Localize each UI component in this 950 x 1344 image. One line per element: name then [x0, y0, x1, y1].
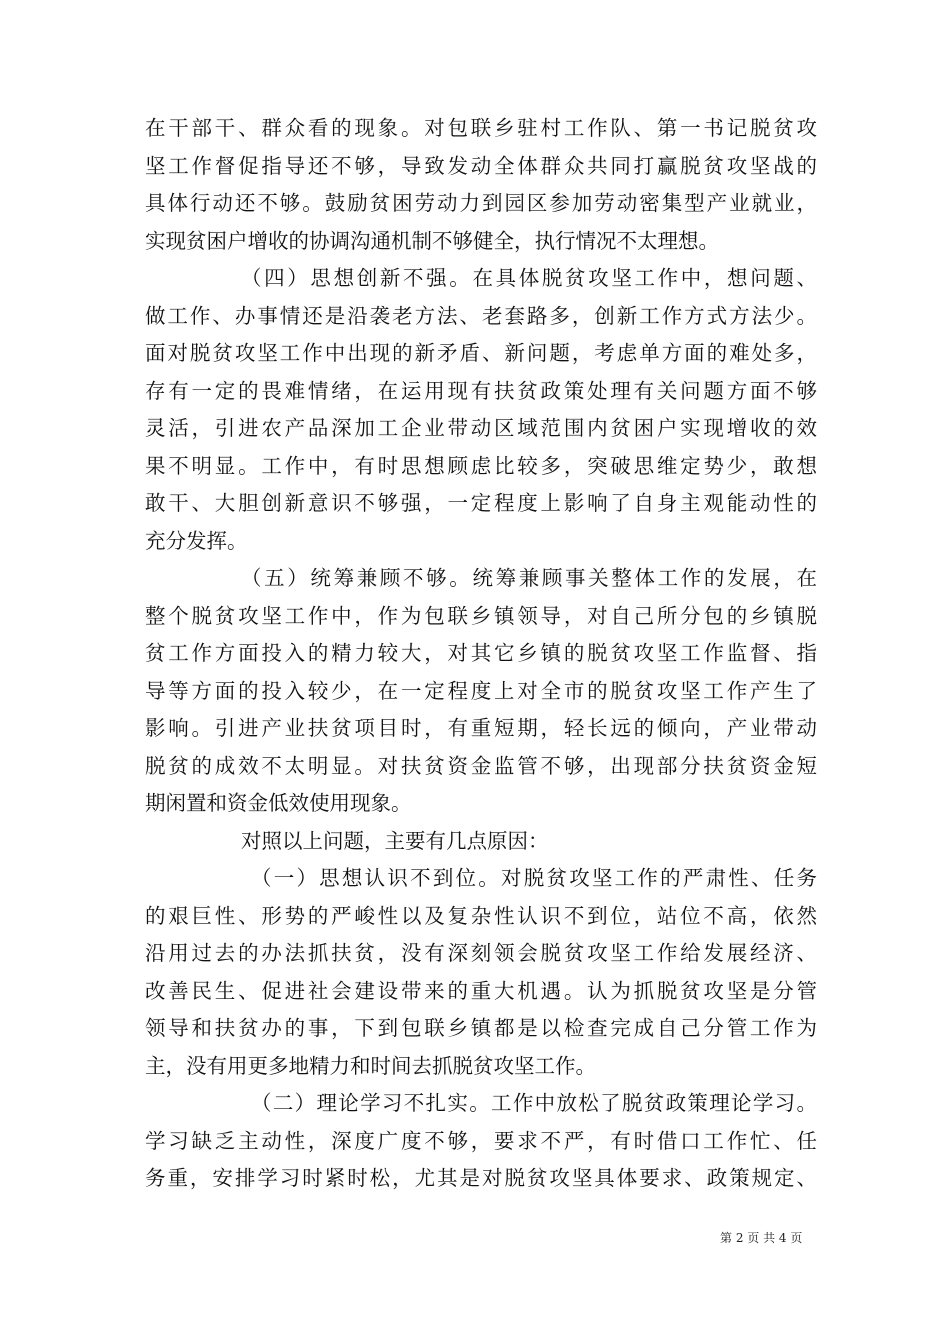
text-line-2: 坚工作督促指导还不够，导致发动全体群众共同打赢脱贫攻坚战的	[145, 153, 817, 178]
text-line-15: 贫工作方面投入的精力较大，对其它乡镇的脱贫攻坚工作监督、指	[145, 641, 817, 665]
text-line-19: 期闲置和资金低效使用现象。	[145, 791, 412, 815]
text-line-9: 灵活，引进农产品深加工企业带动区域范围内贫困户实现增收的效	[145, 416, 817, 440]
text-line-18: 脱贫的成效不太明显。对扶贫资金监管不够，出现部分扶贫资金短	[145, 753, 817, 778]
text-line-4: 实现贫困户增收的协调沟通机制不够健全，执行情况不太理想。	[145, 228, 719, 253]
text-line-25: 领导和扶贫办的事，下到包联乡镇都是以检查完成自己分管工作为	[145, 1016, 817, 1040]
text-line-12: 充分发挥。	[145, 528, 248, 553]
text-line-6: 做工作、办事情还是沿袭老方法、老套路多，创新工作方式方法少。	[145, 303, 817, 328]
text-line-29: 务重，安排学习时紧时松，尤其是对脱贫攻坚具体要求、政策规定、	[145, 1166, 817, 1190]
document-body	[145, 110, 817, 1198]
page-number: 第 2 页 共 4 页	[720, 1231, 803, 1245]
text-line-26: 主，没有用更多地精力和时间去抓脱贫攻坚工作。	[145, 1053, 596, 1078]
text-line-28: 学习缺乏主动性，深度广度不够，要求不严，有时借口工作忙、任	[145, 1128, 817, 1153]
text-line-8: 存有一定的畏难情绪，在运用现有扶贫政策处理有关问题方面不够	[145, 378, 817, 403]
text-line-16: 导等方面的投入较少，在一定程度上对全市的脱贫攻坚工作产生了	[145, 678, 817, 703]
text-line-23: 沿用过去的办法抓扶贫，没有深刻领会脱贫攻坚工作给发展经济、	[145, 941, 817, 965]
text-line-22: 的艰巨性、形势的严峻性以及复杂性认识不到位，站位不高，依然	[145, 903, 817, 928]
text-line-13: （五）统筹兼顾不够。统筹兼顾事关整体工作的发展，在	[241, 566, 817, 590]
text-line-24: 改善民生、促进社会建设带来的重大机遇。认为抓脱贫攻坚是分管	[145, 978, 817, 1003]
text-line-14: 整个脱贫攻坚工作中，作为包联乡镇领导，对自己所分包的乡镇脱	[145, 603, 817, 628]
text-line-1: 在干部干、群众看的现象。对包联乡驻村工作队、第一书记脱贫攻	[145, 116, 817, 140]
text-line-10: 果不明显。工作中，有时思想顾虑比较多，突破思维定势少，敢想	[145, 453, 817, 478]
text-line-20: 对照以上问题，主要有几点原因：	[241, 828, 549, 853]
text-line-3: 具体行动还不够。鼓励贫困劳动力到园区参加劳动密集型产业就业，	[145, 191, 817, 215]
text-line-11: 敢干、大胆创新意识不够强，一定程度上影响了自身主观能动性的	[145, 491, 817, 515]
text-line-21: （一）思想认识不到位。对脱贫攻坚工作的严肃性、任务	[251, 866, 817, 890]
text-line-7: 面对脱贫攻坚工作中出现的新矛盾、新问题，考虑单方面的难处多，	[145, 341, 817, 365]
text-line-5: （四）思想创新不强。在具体脱贫攻坚工作中，想问题、	[241, 266, 817, 290]
text-line-27: （二）理论学习不扎实。工作中放松了脱贫政策理论学习。	[251, 1091, 817, 1115]
text-line-17: 影响。引进产业扶贫项目时，有重短期，轻长远的倾向，产业带动	[145, 716, 817, 740]
